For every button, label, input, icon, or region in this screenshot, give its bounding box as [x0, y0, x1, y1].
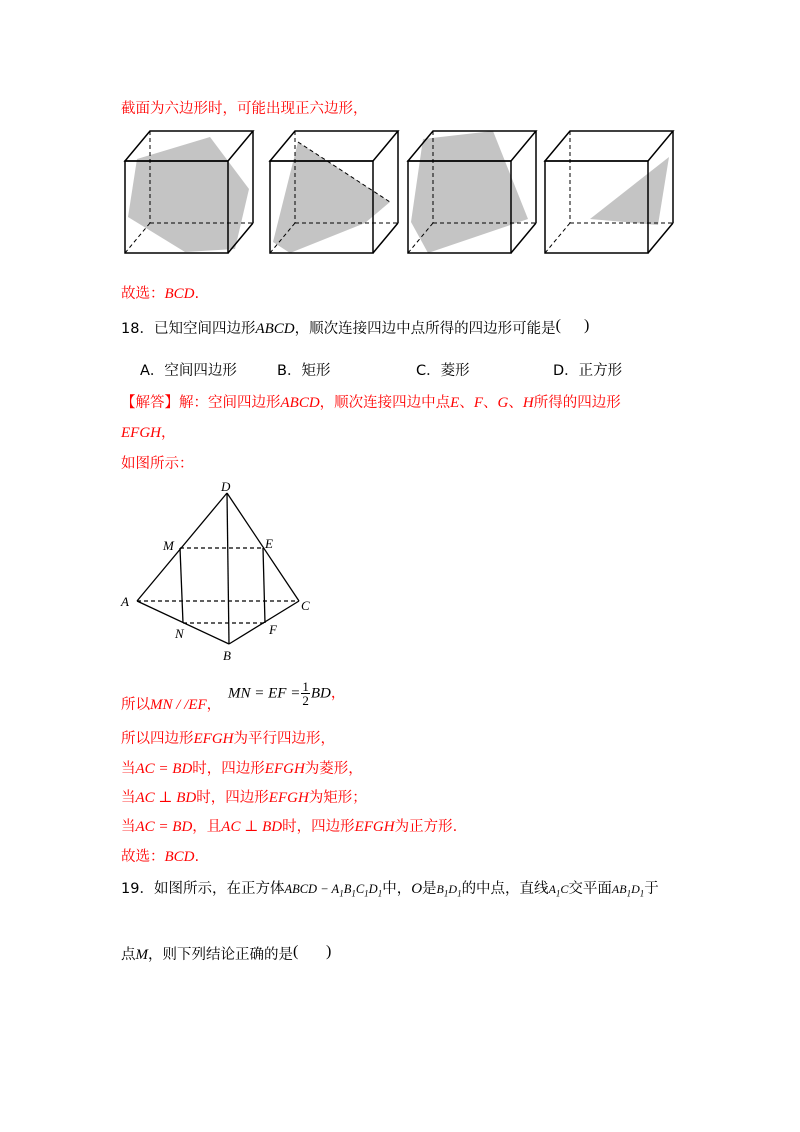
label-f: F — [269, 622, 277, 637]
question-19-line-1: 19．如图所示，在正方体ABCD − $A_1B_1C_1D_1$中，O是$B_1D_1$的中点，直线$A_1C$交平面$AB_1D_1$于 — [121, 881, 659, 899]
question-18-stem: 18．已知空间四边形ABCD，顺次连接四边中点所得的四边形可能是( ) — [121, 317, 590, 337]
label-m: M — [163, 538, 174, 553]
solution-18-rhombus: 当AC = BD时，四边形EFGH为菱形， — [121, 761, 363, 777]
option-a: A．空间四边形 — [140, 363, 237, 379]
label-a: A — [121, 594, 129, 609]
label-c: C — [301, 598, 310, 613]
cube-figure-4 — [545, 131, 673, 253]
label-b: B — [223, 648, 231, 663]
solution-18-square: 当AC = BD，且AC ⊥ BD时，四边形EFGH为正方形. — [121, 819, 458, 835]
cube-figure-1 — [125, 131, 253, 253]
label-d: D — [221, 479, 231, 494]
tetrahedron-figure — [117, 478, 317, 663]
figure-intro: 如图所示： — [121, 456, 194, 472]
midline-equation: MN = EF = $\frac{1}{2}$ BD， — [228, 679, 346, 708]
answer-18: 故选：BCD. — [121, 849, 200, 865]
hexagon-section-note: 截面为六边形时，可能出现正六边形， — [121, 101, 368, 117]
cube-figure-2 — [270, 131, 398, 253]
solution-18-rectangle: 当AC ⊥ BD时，四边形EFGH为矩形； — [121, 790, 367, 806]
solution-18-parallel: 所以MN / /EF， — [121, 697, 222, 713]
answer-17: 故选：BCD. — [121, 286, 200, 302]
label-e: E — [265, 536, 273, 551]
solution-18-line-2: EFGH， — [121, 425, 176, 441]
option-b: B．矩形 — [277, 363, 331, 379]
label-n: N — [175, 626, 184, 641]
option-d: D．正方形 — [553, 363, 623, 379]
cube-figure-3 — [408, 131, 536, 253]
option-c: C．菱形 — [416, 363, 470, 379]
question-19-line-2: 点M，则下列结论正确的是( ) — [121, 943, 332, 963]
solution-18-parallelogram: 所以四边形EFGH为平行四边形， — [121, 731, 335, 747]
solution-18-line-1: 【解答】解：空间四边形ABCD，顺次连接四边中点E、F、G、H所得的四边形 — [121, 395, 621, 411]
cube-cross-section-figures — [120, 127, 680, 257]
